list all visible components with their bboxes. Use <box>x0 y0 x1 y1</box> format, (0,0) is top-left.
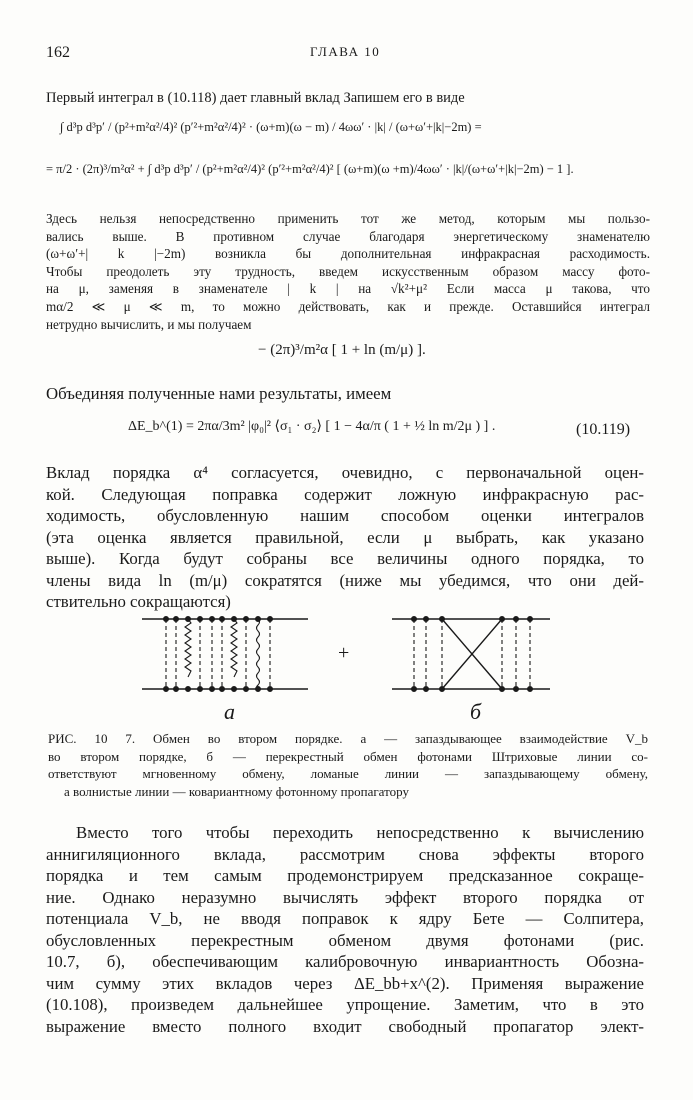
equation-1-line-2: = π/2 · (2π)³/m²α² + ∫ d³p d³p′ / (p²+m²α²/4)² (p′²+m²α²/4)² [ (ω+m)(ω +m)/4ωω′ · |k|/(ω+ω′+|k|−2m) − 1 ]. <box>46 162 574 176</box>
main-line: (эта оценка является правильной, если μ выбрать, как указано <box>46 527 644 547</box>
small-line: (ω+ω′+| k |−2m) возникла бы дополнительная инфракрасная расходимость. <box>46 246 650 262</box>
diagram-a <box>142 617 308 692</box>
main-line: ствительно сокращаются) <box>46 592 231 611</box>
small-line: mα/2 ≪ μ ≪ m, то можно действовать, как и прежде. Оставшийся интеграл <box>46 298 650 314</box>
figure-label-a: а <box>224 699 235 724</box>
caption-line: ответствуют мгновенному обмену, ломаные линии — запаздывающему обмену, <box>48 766 648 781</box>
main-line: члены вида ln (m/μ) сократятся (ниже мы убедимся, что они дей- <box>46 570 644 590</box>
diagram-b <box>392 617 550 692</box>
main-line: выражение вместо полного входит свободный пропагатор элект- <box>46 1016 644 1036</box>
small-line: Чтобы преодолеть эту трудность, введем искусственным образом массу фото- <box>46 263 650 279</box>
main-line: чим сумму этих вкладов через ΔE_bb+x^(2). Применяя выражение <box>46 973 644 993</box>
main-line: обусловленных перекрестным обменом двумя фотонами (рис. <box>46 930 644 950</box>
main-line: 10.7, б), обеспечивающим калибровочную инвариантность Обозна- <box>46 952 644 971</box>
caption-line: а волнистые линии — ковариантному фотонному пропагатору <box>64 783 409 799</box>
combine-line: Объединяя полученные нами результаты, имеем <box>46 384 392 403</box>
page-number: 162 <box>46 44 70 61</box>
intro-line: Первый интеграл в (10.118) дает главный вклад Запишем его в виде <box>46 90 465 106</box>
main-line: потенциала V_b, не вводя поправок к ядру Бете — Солпитера, <box>46 909 644 928</box>
main-line: Вместо того чтобы переходить непосредственно к вычислению <box>76 823 644 842</box>
main-line: аннигиляционного вклада, рассмотрим снова эффекты второго <box>46 844 644 864</box>
figure-label-b: б <box>470 699 482 724</box>
small-line: Здесь нельзя непосредственно применить тот же метод, которым мы пользо- <box>46 211 650 226</box>
paragraph-main-1 <box>46 462 644 613</box>
small-line: нетрудно вычислить, и мы получаем <box>46 316 252 332</box>
main-line: выше). Когда будут собраны все величины одного порядка, то <box>46 549 644 568</box>
paragraph-main-2 <box>46 822 644 1037</box>
equation-3: ΔE_b^(1) = 2πα/3m² |φ₀|² ⟨σ₁ · σ₂⟩ [ 1 − 4α/π ( 1 + ½ ln m/2μ ) ] . <box>128 419 496 434</box>
main-line: порядка и тем самым продемонстрируем предсказанное сокраще- <box>46 866 644 885</box>
small-line: на μ, заменяя в знаменателе | k | на √k²+μ² Если масса μ такова, что <box>46 281 650 297</box>
equation-number: (10.119) <box>576 421 631 438</box>
caption-line: РИС. 10 7. Обмен во втором порядке. а — запаздывающее взаимодействие V_b <box>48 731 648 746</box>
figure-caption <box>48 730 648 800</box>
small-line: вались выше. В противном случае благодаря энергетическому знаменателю <box>46 228 650 244</box>
feynman-diagrams-figure <box>130 605 570 725</box>
main-line: ние. Однако неразумно вычислять эффект второго порядка от <box>46 887 644 907</box>
paragraph-small <box>46 210 650 333</box>
main-line: ходимость, обусловленную нашим способом оценки интегралов <box>46 506 644 525</box>
figure-plus-sign: + <box>338 642 350 664</box>
caption-line: во втором порядке, б — перекрестный обмен фотонами Штриховые линии со- <box>48 748 648 764</box>
equation-2: − (2π)³/m²α [ 1 + ln (m/μ) ]. <box>258 342 426 358</box>
main-line: (10.108), произведем дальнейшее упрощение. Заметим, что в это <box>46 995 644 1014</box>
chapter-title: ГЛАВА 10 <box>310 44 381 59</box>
main-line: кой. Следующая поправка содержит ложную инфракрасную рас- <box>46 484 644 504</box>
main-line: Вклад порядка α⁴ согласуется, очевидно, с первоначальной оцен- <box>46 463 644 482</box>
equation-1-line-1: ∫ d³p d³p′ / (p²+m²α²/4)² (p′²+m²α²/4)² · (ω+m)(ω − m) / 4ωω′ · |k| / (ω+ω′+|k|−2m) = <box>60 120 482 134</box>
